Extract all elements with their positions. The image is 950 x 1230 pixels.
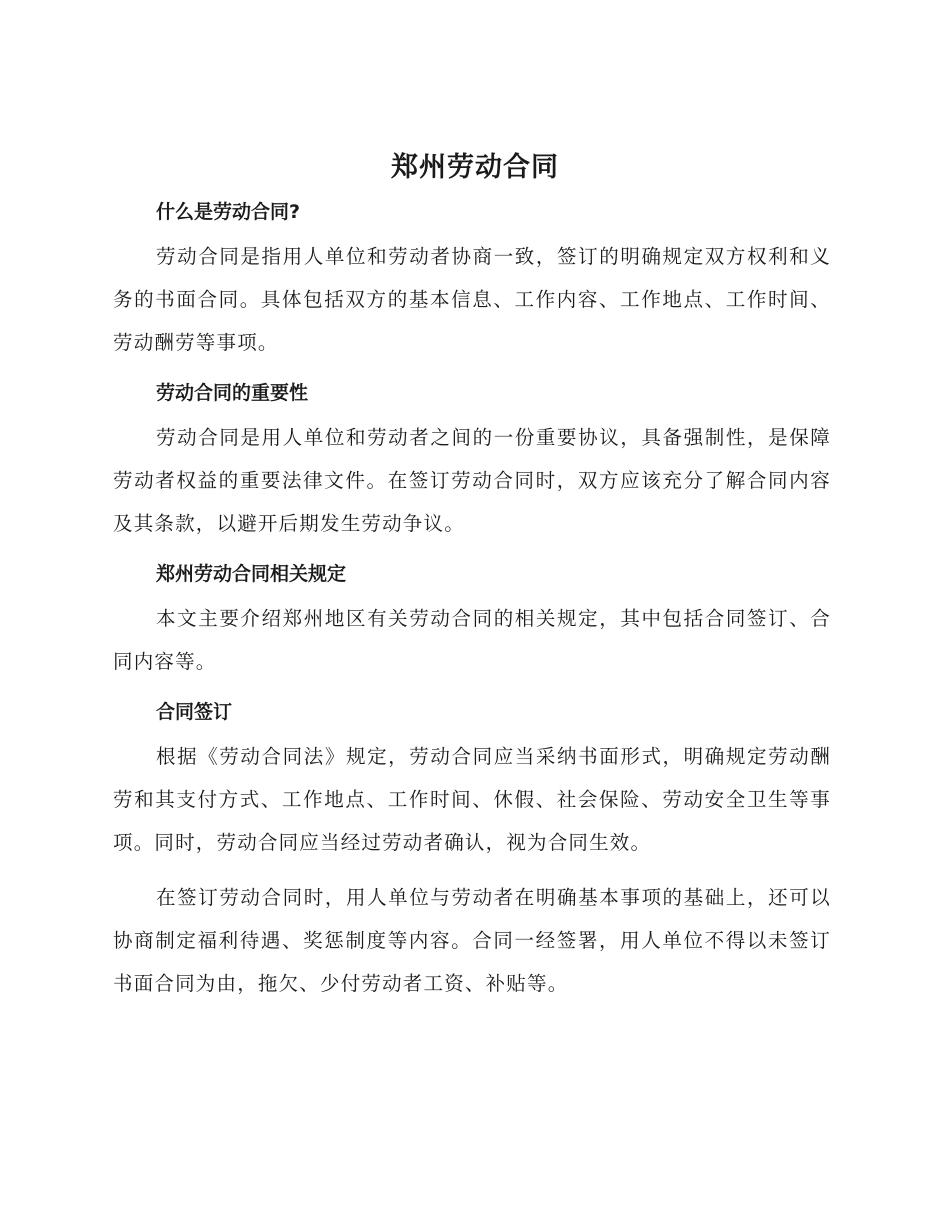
body-paragraph: 本文主要介绍郑州地区有关劳动合同的相关规定，其中包括合同签订、合同内容等。 (113, 607, 831, 673)
section-heading: 什么是劳动合同? (156, 201, 301, 223)
body-paragraph: 根据《劳动合同法》规定，劳动合同应当采纳书面形式，明确规定劳动酬劳和其支付方式、工作地点、工作时间、休假、社会保险、劳动安全卫生等事项。同时，劳动合同应当经过劳动者确认，视为合同生效。 (113, 745, 831, 854)
section-heading: 郑州劳动合同相关规定 (156, 563, 347, 585)
section-heading: 合同签订 (156, 701, 233, 723)
document-title: 郑州劳动合同 (391, 152, 559, 183)
body-paragraph: 劳动合同是指用人单位和劳动者协商一致，签订的明确规定双方权利和义务的书面合同。具体包括双方的基本信息、工作内容、工作地点、工作时间、劳动酬劳等事项。 (113, 245, 831, 354)
body-paragraph: 劳动合同是用人单位和劳动者之间的一份重要协议，具备强制性，是保障劳动者权益的重要法律文件。在签订劳动合同时，双方应该充分了解合同内容及其条款，以避开后期发生劳动争议。 (113, 426, 831, 535)
section-signing (113, 693, 831, 1005)
section-zhengzhou-rules (113, 555, 831, 683)
section-what-is-contract (113, 193, 831, 364)
section-heading: 劳动合同的重要性 (156, 382, 309, 404)
document-body (113, 193, 831, 1005)
body-paragraph: 在签订劳动合同时，用人单位与劳动者在明确基本事项的基础上，还可以协商制定福利待遇、奖惩制度等内容。合同一经签署，用人单位不得以未签订书面合同为由，拖欠、少付劳动者工资、补贴等。 (113, 886, 831, 995)
section-importance (113, 374, 831, 545)
